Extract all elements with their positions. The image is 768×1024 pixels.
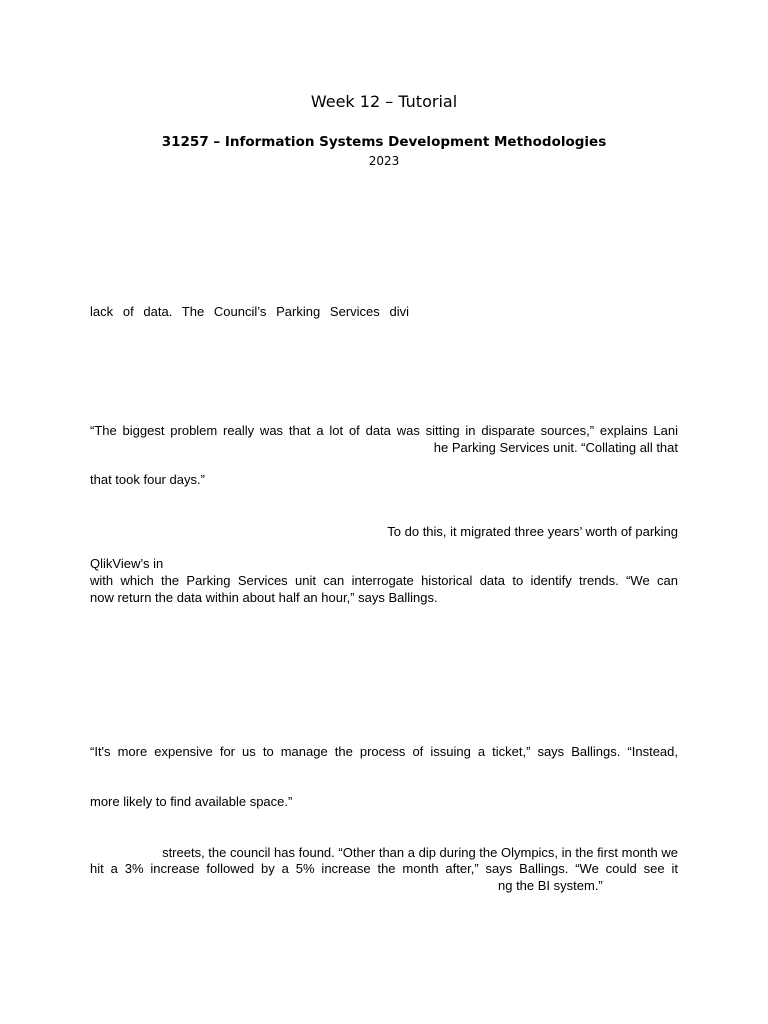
text-line: streets, the council has found. “Other than a dip during the Olympics, in the first month we <box>162 845 678 860</box>
text-line: “It's more expensive for us to manage the process of issuing a ticket,” says Ballings. “Instead, <box>90 744 678 759</box>
text-line: lack of data. The Council’s Parking Services divi <box>90 304 409 319</box>
course-year: 2023 <box>368 154 400 168</box>
course-title: 31257 – Information Systems Development Methodologies <box>161 134 607 150</box>
text-line: To do this, it migrated three years’ worth of parking <box>387 524 678 539</box>
text-line: QlikView’s in <box>90 556 164 571</box>
text-line: with which the Parking Services unit can interrogate historical data to identify trends. “We can <box>90 573 678 588</box>
text-line: that took four days.” <box>90 472 205 487</box>
text-line: hit a 3% increase followed by a 5% increase the month after,” says Ballings. “We could see it <box>90 861 678 876</box>
text-line: more likely to find available space.” <box>90 794 293 809</box>
document-title: Week 12 – Tutorial <box>310 92 458 111</box>
text-line: “The biggest problem really was that a lot of data was sitting in disparate sources,” explains Lani <box>90 423 678 438</box>
text-line: he Parking Services unit. “Collating all that <box>433 440 678 455</box>
text-line: ng the BI system.” <box>498 878 603 893</box>
text-line: now return the data within about half an hour,” says Ballings. <box>90 590 438 605</box>
